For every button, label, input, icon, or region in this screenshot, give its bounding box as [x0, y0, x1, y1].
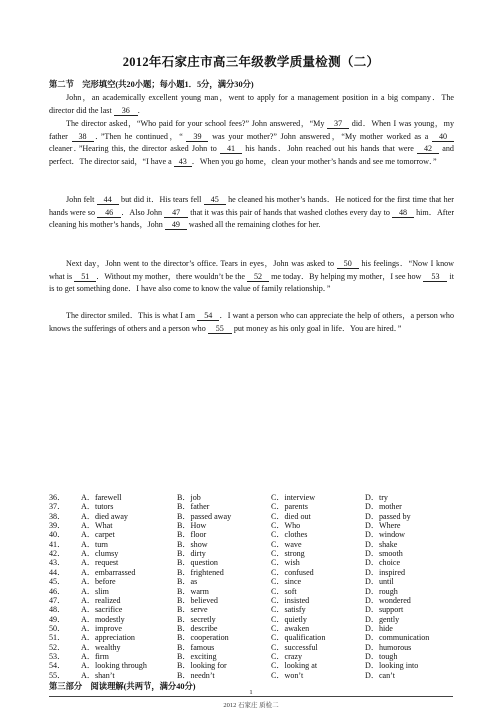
option-c: C．Who — [271, 521, 301, 531]
paragraph-3 — [49, 194, 454, 232]
option-a: A．realized — [81, 595, 121, 605]
option-a: A．improve — [81, 623, 122, 633]
option-a: A．shan’t — [81, 670, 115, 680]
blank-36: 36 — [114, 106, 138, 116]
blank-47: 47 — [164, 208, 188, 218]
footer-divider — [49, 696, 453, 697]
option-b: B．How — [177, 521, 207, 531]
question-number: 46． — [49, 586, 66, 596]
text: ．When you go home，clean your mother’s hands and see me tomorrow．” — [191, 156, 437, 166]
option-c: C．died out — [271, 511, 311, 521]
text: John，an academically excellent young man，went to apply for a management position in a big company．The director did the last — [49, 93, 454, 115]
option-d: D．wondered — [365, 595, 411, 605]
blank-48: 48 — [392, 208, 414, 218]
option-b: B．serve — [177, 605, 208, 615]
question-number: 54． — [49, 661, 66, 671]
question-number: 45． — [49, 577, 66, 587]
option-a: A．died away — [81, 511, 128, 521]
option-c: C．parents — [271, 502, 308, 512]
option-c: C．won’t — [271, 670, 304, 680]
option-d: D．until — [365, 577, 394, 587]
option-d: D．window — [365, 530, 406, 540]
option-d: D．communication — [365, 633, 430, 643]
option-b: B．exciting — [177, 651, 217, 661]
question-number: 53． — [49, 651, 66, 661]
option-c: C．successful — [271, 642, 318, 652]
option-d: D．shake — [365, 539, 398, 549]
question-number: 48． — [49, 605, 66, 615]
question-number: 41． — [49, 539, 66, 549]
blank-45: 45 — [204, 195, 226, 205]
question-number: 51． — [49, 633, 66, 643]
question-number: 44． — [49, 567, 66, 577]
text: it is to get something done．I have also come to know the value of family relationship．” — [49, 271, 454, 294]
option-b: B．needn’t — [177, 670, 215, 680]
blank-39: 39 — [186, 132, 208, 142]
option-b: B．cooperation — [177, 633, 229, 643]
option-c: C．qualification — [271, 633, 326, 643]
option-d: D．gently — [365, 614, 400, 624]
text: put money as his only goal in life．You are hired．” — [233, 323, 402, 333]
paragraph-1 — [49, 92, 454, 117]
option-a: A．wealthy — [81, 642, 121, 652]
question-number: 52． — [49, 642, 66, 652]
option-a: A．farewell — [81, 493, 122, 502]
option-b: B．dirty — [177, 549, 206, 559]
option-b: B．job — [177, 493, 201, 502]
option-a: A．What — [81, 521, 113, 531]
option-d: D．tough — [365, 651, 398, 661]
option-a: A．sacrifice — [81, 605, 123, 615]
option-d: D．passed by — [365, 511, 411, 521]
option-a: A．slim — [81, 586, 109, 596]
page-number: 1 — [249, 689, 253, 696]
text: cleaner．”Hearing this, the director asked John to — [49, 144, 217, 154]
blank-52: 52 — [247, 272, 269, 282]
text: John felt — [66, 195, 95, 204]
text: ．”Then he continued，“ — [93, 131, 183, 141]
option-d: D．mother — [365, 502, 402, 512]
question-number: 39． — [49, 521, 66, 531]
option-b: B．famous — [177, 642, 215, 652]
option-c: C．confused — [271, 567, 314, 577]
paragraph-4 — [49, 258, 454, 296]
text: he cleaned his mother’s hands．He noticed for the first time that her hands were so — [49, 195, 454, 217]
text: and perfect．The director said，“I have a — [49, 144, 454, 166]
text: his hands．John reached out his hands that were — [245, 144, 414, 154]
option-b: B．frightened — [177, 567, 224, 577]
option-a: A．carpet — [81, 530, 115, 540]
paragraph-2 — [49, 118, 454, 168]
question-number: 38． — [49, 511, 66, 521]
option-a: A．tutors — [81, 502, 114, 512]
option-d: D．humorous — [365, 642, 412, 652]
question-number: 42． — [49, 549, 66, 559]
option-a: A．modestly — [81, 614, 125, 624]
question-number: 40． — [49, 530, 66, 540]
option-d: D．Where — [365, 521, 401, 531]
option-c: C．looking at — [271, 661, 318, 671]
option-row — [49, 670, 459, 681]
blank-42: 42 — [417, 144, 439, 154]
text: did．When I was young，my father — [49, 119, 455, 141]
text: The director asked，“Who paid for your school fees?” John answered，“My — [66, 119, 325, 128]
blank-40: 40 — [432, 132, 454, 142]
question-number: 43． — [49, 558, 66, 568]
option-b: B．as — [177, 577, 198, 587]
question-number: 36． — [49, 493, 66, 502]
option-b: B．floor — [177, 530, 207, 540]
option-d: D．can’t — [365, 670, 395, 680]
option-d: D．try — [365, 493, 388, 502]
option-c: C．soft — [271, 586, 297, 596]
text: . — [137, 105, 140, 115]
option-a: A．firm — [81, 651, 109, 661]
text: me today．By helping my mother，I see how — [271, 271, 422, 281]
option-c: C．strong — [271, 549, 305, 559]
option-b: B．passed away — [177, 511, 232, 521]
option-c: C．wish — [271, 558, 300, 568]
option-d: D．smooth — [365, 549, 403, 559]
question-number: 37． — [49, 502, 66, 512]
text: ．Also John — [121, 207, 163, 217]
option-c: C．wave — [271, 539, 302, 549]
section-3-heading: 第三部分 阅读理解(共两节，满分40分) — [49, 682, 196, 691]
option-a: A．looking through — [81, 661, 147, 671]
option-d: D．looking into — [365, 661, 419, 671]
page-title: 2012年石家庄市高三年级教学质量检测（二） — [122, 55, 380, 69]
option-c: C．since — [271, 577, 302, 587]
option-a: A．request — [81, 558, 119, 568]
option-c: C．awaken — [271, 623, 310, 633]
blank-46: 46 — [97, 208, 121, 218]
option-b: B．secretly — [177, 614, 216, 624]
option-c: C．interview — [271, 493, 316, 502]
option-d: D．inspired — [365, 567, 406, 577]
option-b: B．describe — [177, 623, 218, 633]
blank-51: 51 — [74, 272, 96, 282]
option-a: A．turn — [81, 539, 108, 549]
blank-44: 44 — [97, 195, 119, 205]
blank-41: 41 — [220, 144, 242, 154]
option-a: A．appreciation — [81, 633, 135, 643]
page-footer: 2012 石家庄 质检二 — [223, 702, 279, 709]
text: washed all the remaining clothes for her. — [188, 220, 321, 230]
option-b: B．warm — [177, 586, 209, 596]
option-a: A．clumsy — [81, 549, 119, 559]
text: The director smiled．This is what I am — [66, 311, 196, 320]
question-number: 55． — [49, 670, 66, 680]
option-c: C．clothes — [271, 530, 308, 540]
option-a: A．embarrassed — [81, 567, 136, 577]
text: ．Without my mother，there wouldn’t be the — [96, 271, 245, 281]
option-c: C．quietly — [271, 614, 307, 624]
text: his feelings．“Now I know what is — [49, 259, 455, 281]
option-d: D．rough — [365, 586, 398, 596]
option-d: D．choice — [365, 558, 401, 568]
question-number: 49． — [49, 614, 66, 624]
option-c: C．crazy — [271, 651, 303, 661]
text: but did it．His tears fell — [121, 195, 202, 204]
option-b: B．believed — [177, 595, 218, 605]
blank-54: 54 — [197, 311, 219, 321]
option-b: B．looking for — [177, 661, 227, 671]
option-c: C．satisfy — [271, 605, 306, 615]
text: him．After cleaning his mother’s hands，John — [49, 207, 455, 230]
section-2-heading: 第二节 完形填空(共20小题；每小题1．5分，满分30分) — [49, 80, 254, 89]
option-b: B．father — [177, 502, 210, 512]
blank-43: 43 — [174, 157, 192, 167]
blank-38: 38 — [72, 132, 94, 142]
option-c: C．insisted — [271, 595, 310, 605]
blank-37: 37 — [327, 119, 349, 129]
option-b: B．show — [177, 539, 208, 549]
text: that it was this pair of hands that washed clothes every day to — [190, 207, 390, 217]
option-d: D．support — [365, 605, 404, 615]
blank-53: 53 — [423, 272, 447, 282]
option-b: B．question — [177, 558, 218, 568]
option-a: A．before — [81, 577, 116, 587]
paragraph-5 — [49, 310, 454, 335]
blank-55: 55 — [208, 324, 232, 334]
text: Next day，John went to the director’s office. Tears in eyes，John was asked to — [66, 259, 334, 268]
text: was your mother?” John answered，“My mother worked as a — [212, 131, 429, 141]
blank-50: 50 — [337, 259, 359, 269]
question-number: 50． — [49, 623, 66, 633]
question-number: 47． — [49, 595, 66, 605]
option-d: D．hide — [365, 623, 393, 633]
text: ．I want a person who can appreciate the help of others，a person who knows the sufferings of others and a person who — [49, 311, 454, 333]
blank-49: 49 — [165, 220, 187, 230]
